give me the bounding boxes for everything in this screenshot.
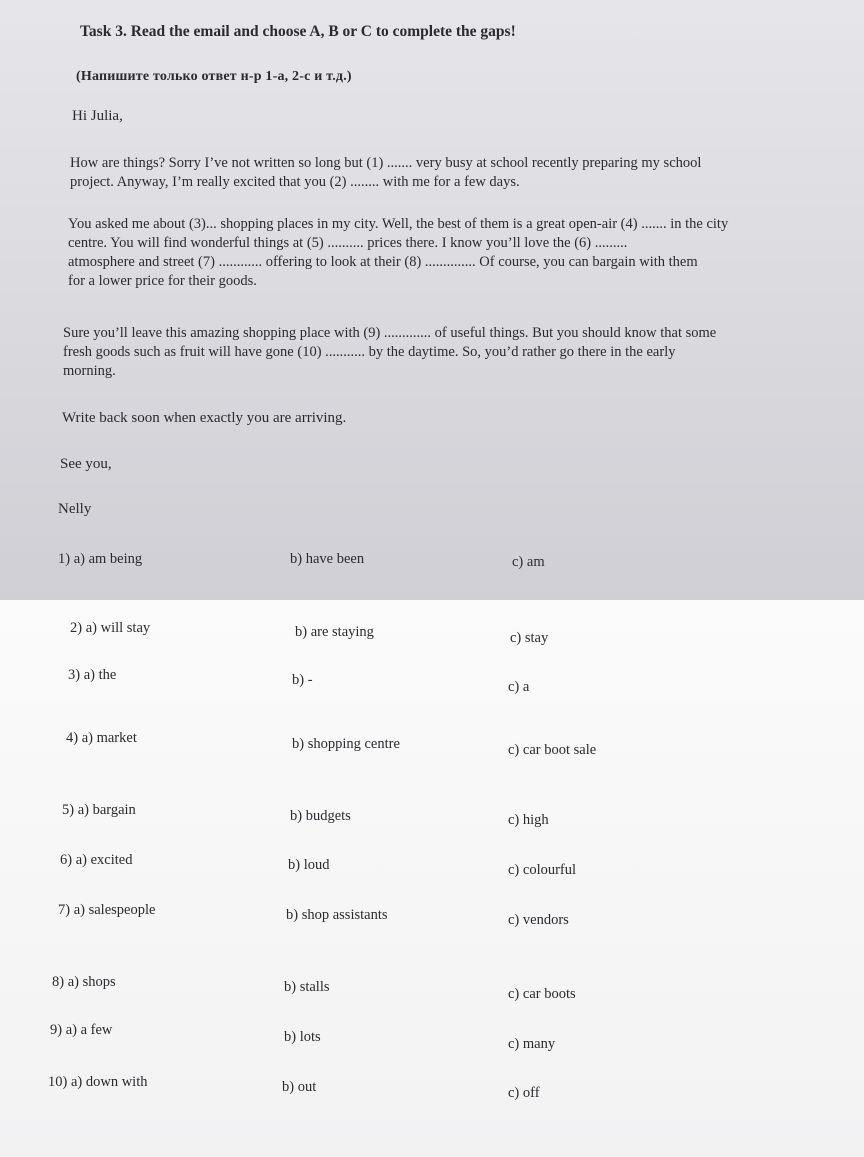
option-5-a: 5) a) bargain xyxy=(62,802,136,818)
option-10-b: b) out xyxy=(282,1079,317,1095)
option-1-a: 1) a) am being xyxy=(58,551,143,567)
task-instruction-note: (Напишите только ответ н-р 1-а, 2-с и т.д.) xyxy=(76,69,352,84)
option-4-a: 4) a) market xyxy=(66,730,137,746)
email-greeting: Hi Julia, xyxy=(72,108,123,124)
text-line: atmosphere and street (7) ............ offering to look at their (8) .............. Of course, you can bargain with them xyxy=(68,254,698,270)
text-line: Sure you’ll leave this amazing shopping place with (9) ............. of useful things. But you should know that some xyxy=(63,325,717,341)
option-8-a: 8) a) shops xyxy=(52,974,116,990)
option-1-b: b) have been xyxy=(290,551,365,567)
text-line: centre. You will find wonderful things at (5) .......... prices there. I know you’ll love the (6) ......... xyxy=(68,235,628,251)
option-10-c: c) off xyxy=(508,1085,540,1101)
option-4-b: b) shopping centre xyxy=(292,736,400,752)
option-3-a: 3) a) the xyxy=(68,667,117,683)
text-line: How are things? Sorry I’ve not written so long but (1) ....... very busy at school recently preparing my school xyxy=(70,155,702,171)
email-paragraph-3 xyxy=(63,324,716,381)
option-9-c: c) many xyxy=(508,1036,556,1052)
email-paragraph-1 xyxy=(70,154,701,192)
option-2-a: 2) a) will stay xyxy=(70,620,151,636)
option-8-b: b) stalls xyxy=(284,979,330,995)
option-10-a: 10) a) down with xyxy=(48,1074,148,1090)
text-line: You asked me about (3)... shopping places in my city. Well, the best of them is a great open-air (4) ....... in the city xyxy=(68,216,729,232)
option-5-b: b) budgets xyxy=(290,808,351,824)
task-title: Task 3. Read the email and choose A, B or C to complete the gaps! xyxy=(80,23,516,40)
option-6-a: 6) a) excited xyxy=(60,852,133,868)
option-7-b: b) shop assistants xyxy=(286,907,388,923)
text-line: project. Anyway, I’m really excited that you (2) ........ with me for a few days. xyxy=(70,174,520,190)
email-signature: Nelly xyxy=(58,501,92,517)
option-5-c: c) high xyxy=(508,812,549,828)
option-9-b: b) lots xyxy=(284,1029,321,1045)
email-sign-off: See you, xyxy=(60,456,112,472)
option-6-b: b) loud xyxy=(288,857,330,873)
option-7-a: 7) a) salespeople xyxy=(58,902,156,918)
option-2-b: b) are staying xyxy=(295,624,374,640)
option-9-a: 9) a) a few xyxy=(50,1022,113,1038)
email-paragraph-2 xyxy=(68,215,728,291)
option-4-c: c) car boot sale xyxy=(508,742,597,758)
option-8-c: c) car boots xyxy=(508,986,576,1002)
option-7-c: c) vendors xyxy=(508,912,569,928)
text-line: morning. xyxy=(63,363,116,379)
option-2-c: c) stay xyxy=(510,630,549,646)
text-line: fresh goods such as fruit will have gone (10) ........... by the daytime. So, you’d rather go there in the early xyxy=(63,344,676,360)
option-3-c: c) a xyxy=(508,679,530,695)
option-6-c: c) colourful xyxy=(508,862,577,878)
option-3-b: b) - xyxy=(292,672,313,688)
text-line: for a lower price for their goods. xyxy=(68,273,257,289)
option-1-c: c) am xyxy=(512,554,545,570)
email-closing: Write back soon when exactly you are arriving. xyxy=(62,410,347,426)
